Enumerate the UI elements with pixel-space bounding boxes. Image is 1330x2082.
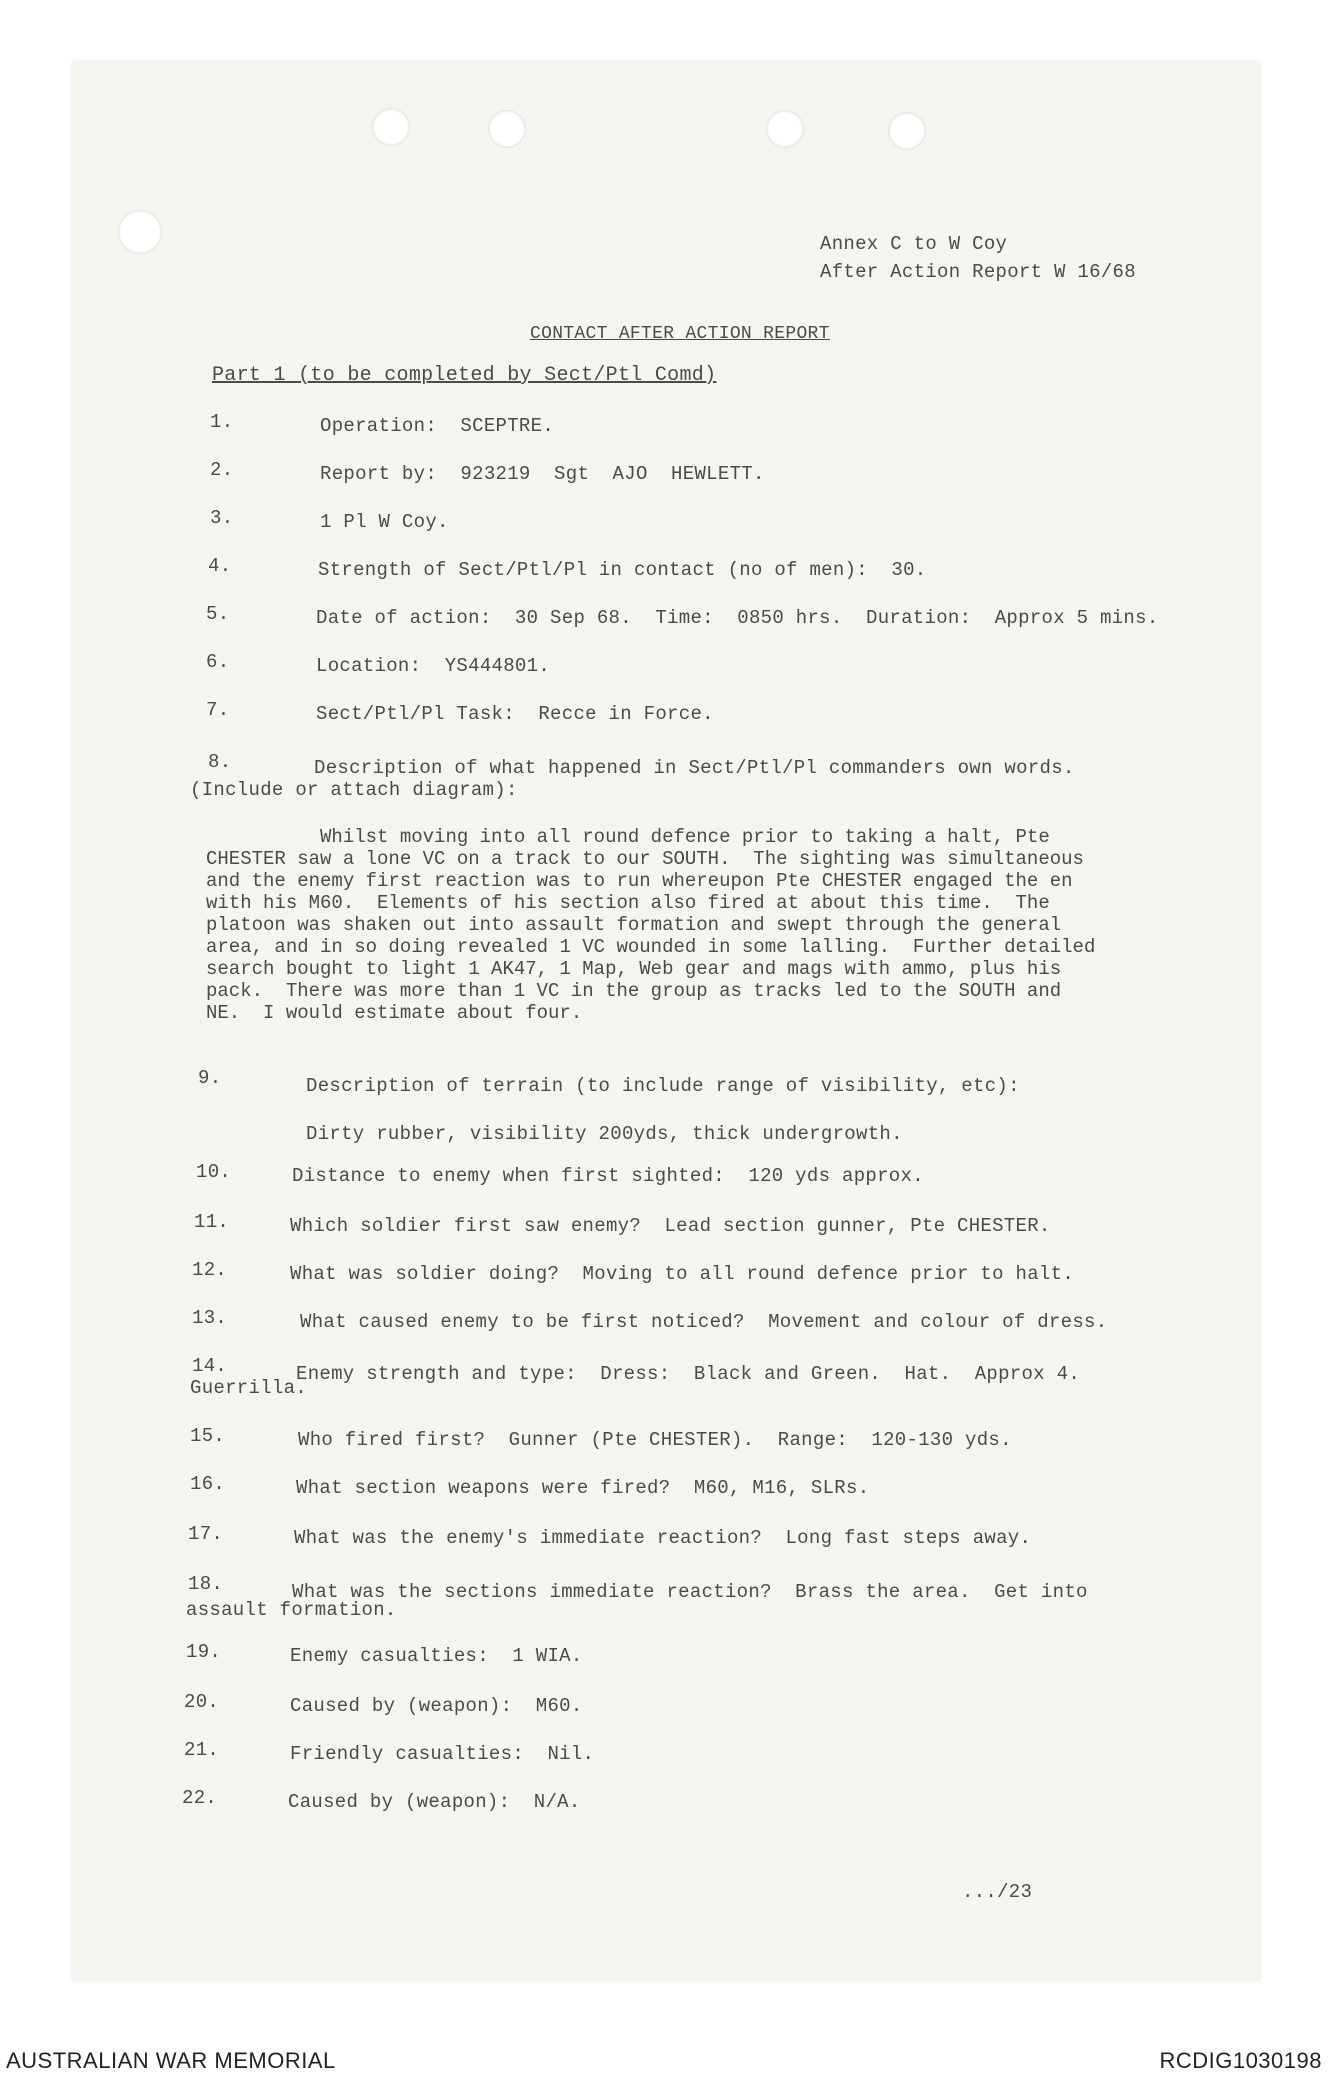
- item-number: 15.: [190, 1425, 226, 1447]
- item-9-number: 9.: [198, 1067, 222, 1089]
- item-number: 7.: [206, 699, 230, 721]
- narrative-line: NE. I would estimate about four.: [206, 1002, 583, 1024]
- narrative-line: Whilst moving into all round defence prior to taking a halt, Pte: [206, 826, 1050, 848]
- item-number: 20.: [184, 1691, 220, 1713]
- item-14-number: 14.: [192, 1355, 228, 1377]
- report-title: CONTACT AFTER ACTION REPORT: [530, 324, 830, 344]
- item-number: 1.: [210, 411, 234, 433]
- item-text: 1 Pl W Coy.: [320, 511, 449, 533]
- page-reference: .../23: [962, 1881, 1033, 1903]
- item-number: 11.: [194, 1211, 230, 1233]
- narrative-line: platoon was shaken out into assault formation and swept through the general: [206, 914, 1062, 936]
- narrative-paragraph: [206, 826, 1166, 1024]
- item-number: 17.: [188, 1523, 224, 1545]
- item-8-number: 8.: [208, 751, 232, 773]
- item-18-text: What was the sections immediate reaction? Brass the area. Get into: [292, 1581, 1088, 1603]
- punch-hole: [372, 108, 410, 146]
- footer-institution: AUSTRALIAN WAR MEMORIAL: [6, 2048, 336, 2073]
- item-14-continuation: Guerrilla.: [190, 1377, 308, 1399]
- item-text: Who fired first? Gunner (Pte CHESTER). Range: 120-130 yds.: [298, 1429, 1012, 1451]
- punch-hole: [488, 110, 526, 148]
- item-number: 13.: [192, 1307, 228, 1329]
- item-text: Date of action: 30 Sep 68. Time: 0850 hrs. Duration: Approx 5 mins.: [316, 607, 1159, 629]
- item-number: 3.: [210, 507, 234, 529]
- item-text: Which soldier first saw enemy? Lead section gunner, Pte CHESTER.: [290, 1215, 1051, 1237]
- item-8-continuation: (Include or attach diagram):: [190, 779, 518, 801]
- footer-identifier: RCDIG1030198: [1159, 2048, 1322, 2073]
- item-8-text: Description of what happened in Sect/Ptl/Pl commanders own words.: [314, 757, 1075, 779]
- item-text: Caused by (weapon): N/A.: [288, 1791, 581, 1813]
- item-text: Strength of Sect/Ptl/Pl in contact (no of men): 30.: [318, 559, 927, 581]
- annex-line-1: Annex C to W Coy: [820, 233, 1008, 255]
- narrative-line: search bought to light 1 AK47, 1 Map, Web gear and mags with ammo, plus his: [206, 958, 1062, 980]
- punch-hole: [888, 112, 926, 150]
- item-text: What was the enemy's immediate reaction? Long fast steps away.: [294, 1527, 1032, 1549]
- item-text: What caused enemy to be first noticed? Movement and colour of dress.: [300, 1311, 1108, 1333]
- narrative-line: pack. There was more than 1 VC in the group as tracks led to the SOUTH and: [206, 980, 1062, 1002]
- item-number: 6.: [206, 651, 230, 673]
- item-9-text: Description of terrain (to include range of visibility, etc):: [306, 1075, 1020, 1097]
- item-number: 19.: [186, 1641, 222, 1663]
- item-text: Sect/Ptl/Pl Task: Recce in Force.: [316, 703, 714, 725]
- item-number: 4.: [208, 555, 232, 577]
- item-text: Friendly casualties: Nil.: [290, 1743, 595, 1765]
- part-heading: Part 1 (to be completed by Sect/Ptl Comd): [212, 364, 717, 387]
- item-number: 2.: [210, 459, 234, 481]
- item-9-answer: Dirty rubber, visibility 200yds, thick undergrowth.: [306, 1123, 903, 1145]
- item-18-number: 18.: [188, 1573, 224, 1595]
- item-number: 22.: [182, 1787, 218, 1809]
- punch-hole: [118, 210, 162, 254]
- annex-line-2: After Action Report W 16/68: [820, 261, 1136, 283]
- item-text: What section weapons were fired? M60, M16, SLRs.: [296, 1477, 870, 1499]
- item-18-continuation: assault formation.: [186, 1599, 397, 1621]
- item-number: 21.: [184, 1739, 220, 1761]
- item-text: Location: YS444801.: [316, 655, 551, 677]
- item-number: 5.: [206, 603, 230, 625]
- narrative-line: CHESTER saw a lone VC on a track to our SOUTH. The sighting was simultaneous: [206, 848, 1084, 870]
- item-text: Distance to enemy when first sighted: 120 yds approx.: [292, 1165, 924, 1187]
- narrative-line: and the enemy first reaction was to run whereupon Pte CHESTER engaged the en: [206, 870, 1073, 892]
- narrative-line: area, and in so doing revealed 1 VC wounded in some lalling. Further detailed: [206, 936, 1096, 958]
- item-text: Operation: SCEPTRE.: [320, 415, 555, 437]
- item-14-text: Enemy strength and type: Dress: Black and Green. Hat. Approx 4.: [296, 1363, 1081, 1385]
- item-text: Report by: 923219 Sgt AJO HEWLETT.: [320, 463, 765, 485]
- item-text: What was soldier doing? Moving to all round defence prior to halt.: [290, 1263, 1075, 1285]
- item-number: 16.: [190, 1473, 226, 1495]
- item-text: Caused by (weapon): M60.: [290, 1695, 583, 1717]
- narrative-line: with his M60. Elements of his section also fired at about this time. The: [206, 892, 1050, 914]
- item-text: Enemy casualties: 1 WIA.: [290, 1645, 583, 1667]
- punch-hole: [766, 110, 804, 148]
- item-number: 10.: [196, 1161, 232, 1183]
- item-number: 12.: [192, 1259, 228, 1281]
